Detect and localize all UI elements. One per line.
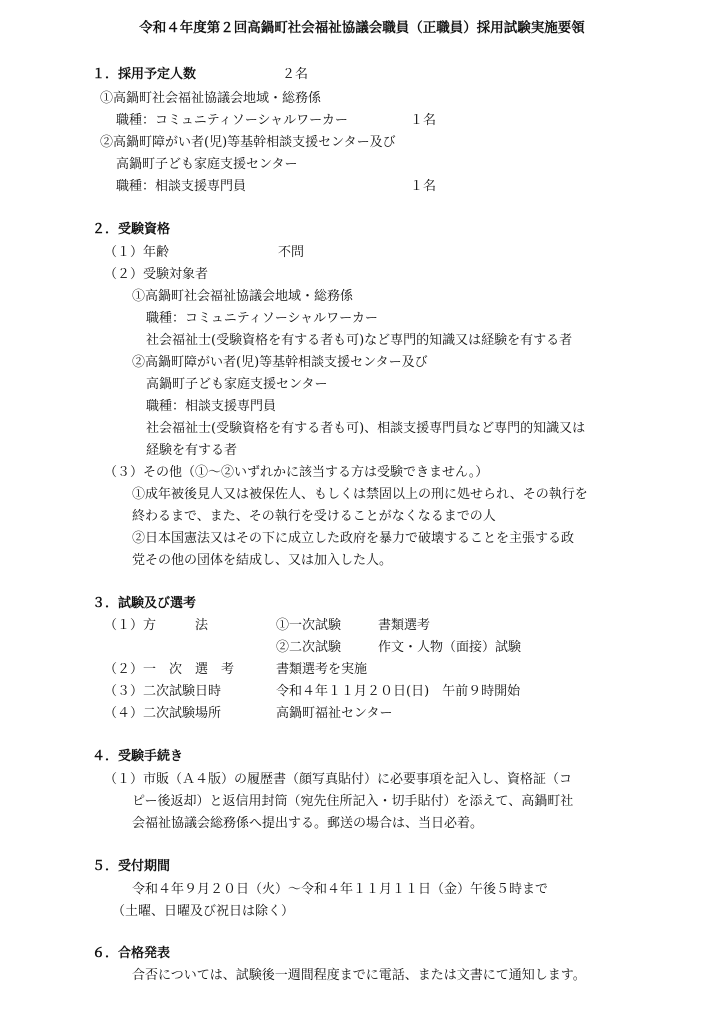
- reception-period: 令和４年９月２０日（火）～令和４年１１月１１日（金）午後５時まで: [132, 882, 549, 897]
- reception-exclusion: （土曜、日曜及び祝日は除く）: [112, 904, 295, 919]
- target-2-requirement-line2: 経験を有する者: [146, 443, 238, 458]
- exam-place-value: 高鍋町福祉センター: [276, 706, 393, 721]
- exclusion-2-line1: ②日本国憲法又はその下に成立した政府を暴力で破壊することを主張する政: [132, 531, 575, 546]
- exclusion-2-line2: 党その他の団体を結成し、又は加入した人。: [132, 553, 393, 568]
- position-1-job: 職種：コミュニティソーシャルワーカー: [116, 113, 348, 128]
- exam-1-value: 書類選考: [378, 618, 431, 633]
- target-1-requirement: 社会福祉士(受験資格を有する者も可)など専門的知識又は経験を有する者: [146, 333, 573, 348]
- exam-date-label: （３）二次試験日時: [104, 684, 222, 699]
- age-label: （１）年齢: [104, 245, 170, 260]
- target-1-job: 職種：コミュニティソーシャルワーカー: [146, 311, 378, 326]
- first-selection-value: 書類選考を実施: [276, 662, 368, 677]
- section-6-heading: ６．合格発表: [92, 946, 171, 961]
- exam-place-label: （４）二次試験場所: [104, 706, 222, 721]
- target-1-org: ①高鍋町社会福祉協議会地域・総務係: [132, 289, 354, 304]
- age-value: 不問: [278, 245, 305, 260]
- method-label: （１）方 法: [104, 618, 209, 633]
- procedure-line2: ピー後返却）と返信用封筒（宛先住所記入・切手貼付）を添えて、高鍋町社: [132, 794, 574, 809]
- section-3-heading: ３．試験及び選考: [92, 596, 197, 611]
- position-1-org: ①高鍋町社会福祉協議会地域・総務係: [100, 91, 322, 106]
- target-label: （２）受験対象者: [104, 267, 209, 282]
- procedure-line3: 会福祉協議会総務係へ提出する。郵送の場合は、当日必着。: [132, 816, 484, 831]
- hiring-total: ２名: [282, 67, 309, 82]
- section-4-heading: ４．受験手続き: [92, 749, 184, 764]
- section-1-heading: １．採用予定人数: [92, 67, 197, 82]
- exam-1-name: ①一次試験: [276, 618, 342, 633]
- exam-2-name: ②二次試験: [276, 640, 342, 655]
- other-label: （３）その他（①～②いずれかに該当する方は受験できません。）: [104, 465, 489, 480]
- position-2-org-line2: 高鍋町子ども家庭支援センター: [116, 157, 298, 172]
- procedure-line1: （１）市販（Ａ４版）の履歴書（顔写真貼付）に必要事項を記入し、資格証（コ: [104, 772, 573, 787]
- target-2-org-line2: 高鍋町子ども家庭支援センター: [146, 377, 328, 392]
- position-2-count: １名: [410, 179, 437, 194]
- section-5-heading: ５．受付期間: [92, 859, 171, 874]
- position-1-count: １名: [410, 113, 437, 128]
- target-2-org-line1: ②高鍋町障がい者(児)等基幹相談支援センター及び: [132, 355, 428, 370]
- exclusion-1-line1: ①成年被後見人又は被保佐人、もしくは禁固以上の刑に処せられ、その執行を: [132, 487, 588, 502]
- exam-2-value: 作文・人物（面接）試験: [378, 640, 522, 655]
- exclusion-1-line2: 終わるまで、また、その執行を受けることがなくなるまでの人: [132, 509, 496, 524]
- exam-date-value: 令和４年１１月２０日(日) 午前９時開始: [276, 684, 521, 699]
- first-selection-label: （２）一 次 選 考: [104, 662, 235, 677]
- document-title: 令和４年度第２回高鍋町社会福祉協議会職員（正職員）採用試験実施要領: [139, 20, 585, 36]
- section-2-heading: ２．受験資格: [92, 222, 171, 237]
- target-2-requirement-line1: 社会福祉士(受験資格を有する者も可)、相談支援専門員など専門的知識又は: [146, 421, 586, 436]
- position-2-job: 職種：相談支援専門員: [116, 179, 247, 194]
- position-2-org-line1: ②高鍋町障がい者(児)等基幹相談支援センター及び: [100, 135, 396, 150]
- result-notice: 合否については、試験後一週間程度までに電話、または文書にて通知します。: [132, 968, 586, 983]
- target-2-job: 職種：相談支援専門員: [146, 399, 277, 414]
